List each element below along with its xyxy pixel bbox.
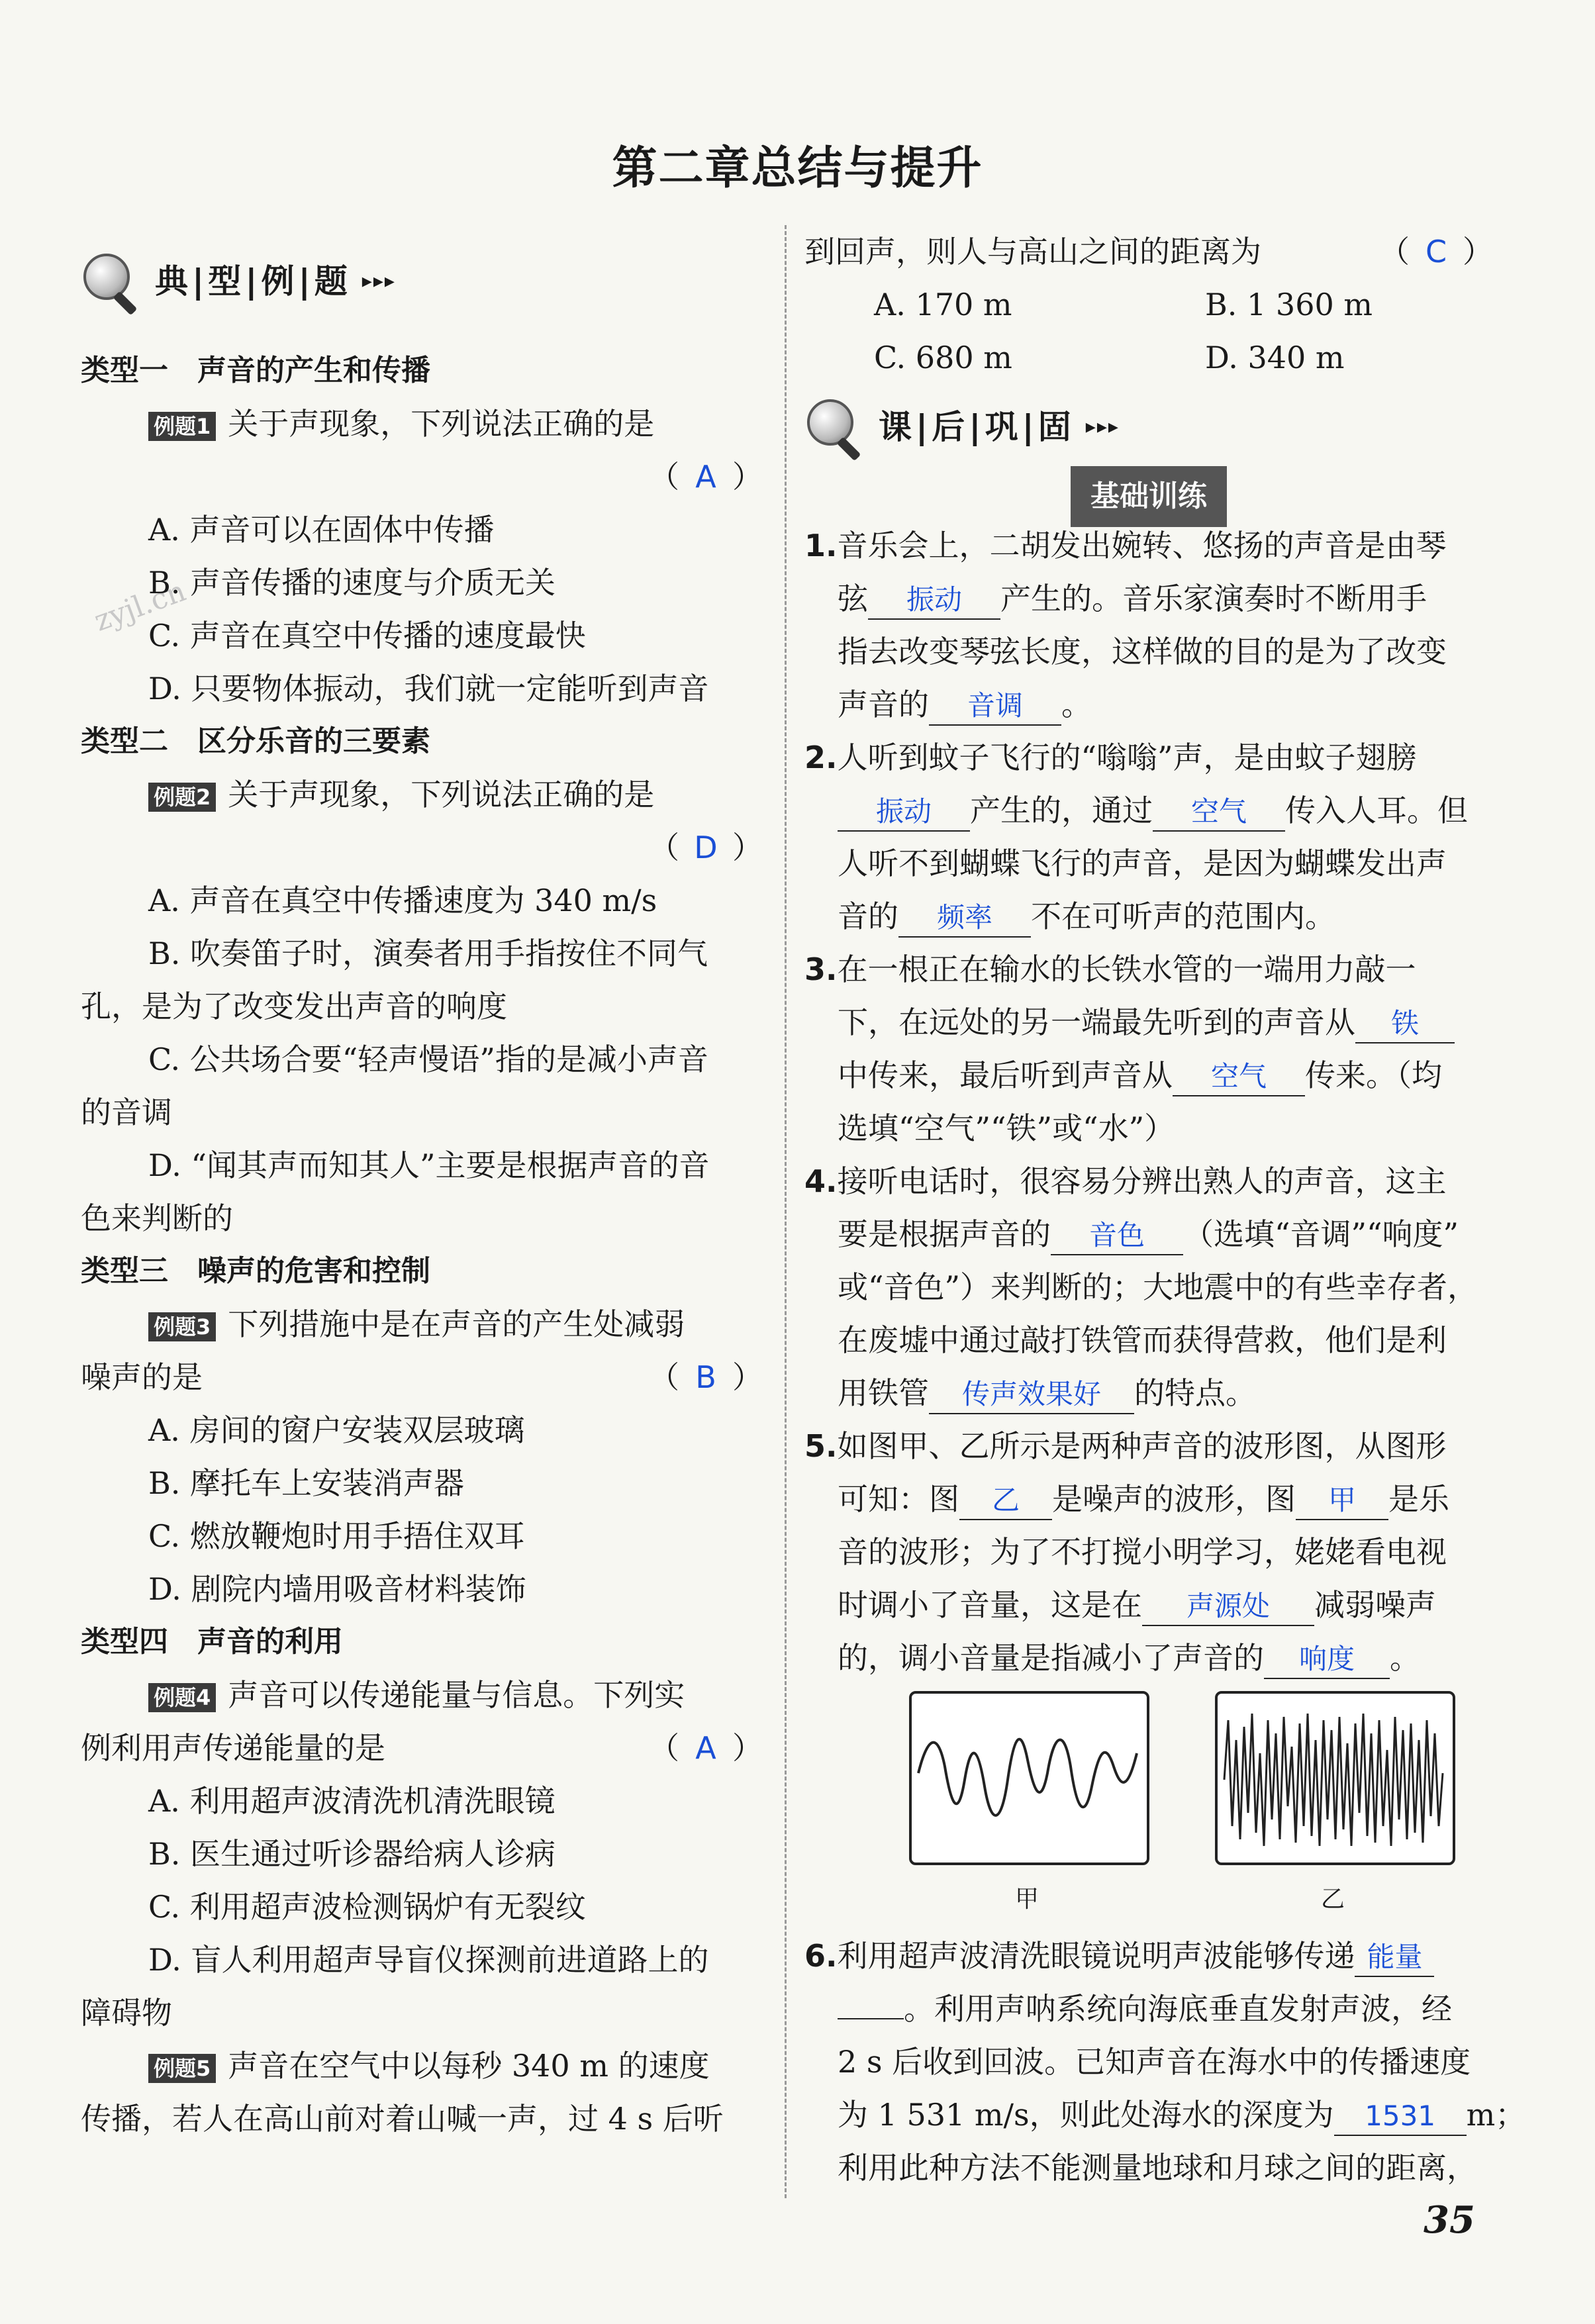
example-1-answer-line: [81, 450, 763, 503]
example-4-stem-cont: 例利用声传递能量的是 （ A ）: [81, 1721, 763, 1774]
option-d: D. “闻其声而知其人”主要是根据声音的音: [148, 1147, 710, 1183]
noise-waveform-box: [1215, 1691, 1455, 1865]
noise-waveform: [1218, 1694, 1453, 1863]
answer-blank: 铁: [1355, 1005, 1455, 1043]
type-heading-3: 类型三 噪声的危害和控制: [81, 1254, 430, 1288]
answer-blank: 振动: [838, 793, 970, 832]
answer-blank: 1531: [1334, 2098, 1467, 2136]
left-column: [81, 245, 763, 2145]
page-title: 第二章总结与提升: [612, 142, 983, 195]
example-5-options-row-2: [804, 331, 1493, 384]
answer-bracket: （ B ）: [649, 1351, 763, 1404]
section-header-examples: [81, 245, 763, 318]
example-3-stem: 例题3 下列措施中是在声音的产生处减弱: [81, 1298, 763, 1351]
example-3-stem-cont: 噪声的是 （ B ）: [81, 1351, 763, 1404]
option-b: B. 摩托车上安装消声器: [148, 1465, 465, 1501]
option-c: C. 燃放鞭炮时用手捂住双耳: [148, 1518, 525, 1554]
answer-blank: 响度: [1264, 1641, 1390, 1679]
question-3: 3.在一根正在输水的长铁水管的一端用力敲一: [804, 951, 1416, 987]
type-heading-1: 类型一 声音的产生和传播: [81, 354, 430, 387]
question-5: 5.如图甲、乙所示是两种声音的波形图，从图形: [804, 1428, 1447, 1464]
option-b: B. 吹奏笛子时，演奏者用手指按住不同气: [148, 936, 708, 971]
answer-bracket: （ D ）: [649, 821, 763, 874]
type-heading-2: 类型二 区分乐音的三要素: [81, 724, 430, 758]
option-a: A. 声音可以在固体中传播: [148, 512, 495, 548]
magnifier-icon: [804, 397, 865, 458]
option-a: A. 170 m: [874, 287, 1012, 322]
figure-caption-jia: 甲: [1015, 1886, 1039, 1913]
column-divider: [785, 225, 787, 2198]
example-4-stem: 例题4 声音可以传递能量与信息。下列实: [81, 1669, 763, 1721]
section-title: 课|后|巩|固: [879, 408, 1075, 446]
example-5-options-row-1: [804, 278, 1493, 331]
answer-blank: 甲: [1296, 1482, 1388, 1520]
section-title: 典|型|例|题: [155, 262, 352, 301]
example-5-continued: 到回声，则人与高山之间的距离为 （ C ）: [804, 225, 1493, 278]
musical-waveform: [912, 1694, 1147, 1863]
option-d: D. 盲人利用超声导盲仪探测前进道路上的: [148, 1942, 709, 1978]
arrows-icon: ▸▸▸: [1085, 415, 1120, 438]
option-a: A. 声音在真空中传播速度为 340 m/s: [148, 883, 657, 918]
right-column: 到回声，则人与高山之间的距离为 （ C ） A. 170 m B. 1 360 m C. 680 m D. 340 m 课|后|巩|固 ▸▸▸ 基础训练 1.音乐会上，二胡发出婉转、悠扬的声音是由琴 弦 振动 产生的。音乐家演奏时不断用手 指去改变琴弦长度，这样做的目的是为了改变 声音的 音调 。 2.人听到蚊子飞行的“嗡嗡”声，是由蚊子翅膀 振动 产生的，通过 空气 传入人耳。但 人听不到蝴蝶飞行的声音，是因为蝴蝶发出声 音的 频率 不在可听声的范围内。 3.在一根正在输水的长铁水管的一端用力敲一 下，在远处的另一端最先听到的声音从 铁 中传来，最后听到声音从 空气 传来。（均 选填“空气”“铁”或“水”） 4.接听电话时，很容易分辨出熟人的声音，这主 要是根据声音的 音色 （选填“音调”“响度” 或“音色”）来判断的；大地震中的有些幸存者， 在废墟中通过敲打铁管而获得营救，他们是利 用铁管 传声效果好 的特点。 5.如图甲、乙所示是两种声音的波形图，从图形 可知：图 乙 是噪声的波形，图 甲 是乐 音的波形；为了不打搅小明学习，姥姥看电视 时调小了音量，这是在 声源处 减弱噪声 的，调小音量是指减小了声音的 响度 。 甲 乙 6.利用超声波清洗眼镜说明声波能够传递 能量 。利用声呐系统向海底垂直发射声波，经 2 s 后收到回波。已知声音在海水中的传播速度 为 1 531 m/s，则此处海水的深度为 1531 m； 利用此种方法不能测量地球和月球之间的距离，: [804, 225, 1493, 2194]
question-4: 4.接听电话时，很容易分辨出熟人的声音，这主: [804, 1163, 1447, 1199]
option-a: A. 利用超声波清洗机清洗眼镜: [148, 1783, 556, 1819]
example-badge: 例题1: [148, 412, 216, 441]
option-c-cont: 的音调: [81, 1094, 172, 1130]
option-d: D. 只要物体振动，我们就一定能听到声音: [148, 671, 709, 706]
option-d: D. 340 m: [1205, 340, 1345, 375]
option-d-cont: 障碍物: [81, 1995, 172, 2031]
answer-blank: 传声效果好: [929, 1376, 1134, 1414]
example-badge: 例题5: [148, 2054, 216, 2083]
watermark: zyjl.cn: [89, 574, 191, 638]
answer-blank-continuation: [838, 2018, 904, 2019]
answer-blank: 频率: [898, 899, 1031, 938]
question-2: 2.人听到蚊子飞行的“嗡嗡”声，是由蚊子翅膀: [804, 740, 1417, 775]
option-c: C. 680 m: [874, 340, 1012, 375]
option-a: A. 房间的窗户安装双层玻璃: [148, 1412, 525, 1448]
answer-blank: 音色: [1051, 1217, 1183, 1255]
badge-row: [804, 463, 1493, 519]
option-c: C. 公共场合要“轻声慢语”指的是减小声音: [148, 1041, 708, 1077]
answer-blank: 乙: [959, 1482, 1052, 1520]
example-badge: 例题3: [148, 1312, 216, 1341]
section-header-practice: [804, 391, 1493, 463]
example-badge: 例题4: [148, 1683, 216, 1712]
type-heading-4: 类型四 声音的利用: [81, 1625, 343, 1659]
option-d: D. 剧院内墙用吸音材料装饰: [148, 1571, 526, 1607]
option-c: C. 声音在真空中传播的速度最快: [148, 618, 586, 654]
answer-blank: 能量: [1355, 1939, 1434, 1977]
waveform-figure: [804, 1684, 1493, 1929]
option-b: B. 1 360 m: [1205, 287, 1373, 322]
example-5-stem-cont: 传播，若人在高山前对着山喊一声，过 4 s 后听: [81, 2101, 724, 2137]
option-b: B. 医生通过听诊器给病人诊病: [148, 1836, 556, 1872]
answer: D: [694, 830, 718, 865]
basic-training-badge: 基础训练: [1071, 466, 1227, 527]
answer: A: [695, 1730, 716, 1766]
example-1-stem: 例题1 关于声现象，下列说法正确的是: [81, 397, 763, 450]
question-6: 6.利用超声波清洗眼镜说明声波能够传递 能量: [804, 1929, 1493, 1982]
option-c: C. 利用超声波检测锅炉有无裂纹: [148, 1889, 586, 1925]
answer-bracket: （ A ）: [649, 1721, 763, 1774]
arrows-icon: ▸▸▸: [362, 269, 396, 293]
example-badge: 例题2: [148, 783, 216, 812]
answer-blank: 空气: [1153, 793, 1285, 832]
answer-blank: 振动: [868, 581, 1000, 620]
question-1: 1.音乐会上，二胡发出婉转、悠扬的声音是由琴: [804, 528, 1447, 563]
magnifier-icon: [81, 251, 142, 312]
figure-caption-yi: 乙: [1321, 1886, 1345, 1913]
option-b: B. 声音传播的速度与介质无关: [148, 565, 556, 601]
page-number: 35: [1424, 2198, 1475, 2242]
answer-bracket: （ C ）: [1379, 225, 1493, 278]
example-2-answer-line: [81, 821, 763, 874]
answer: C: [1425, 234, 1447, 269]
answer-blank: 空气: [1173, 1058, 1305, 1096]
answer-blank: 声源处: [1142, 1588, 1314, 1626]
musical-waveform-box: [909, 1691, 1149, 1865]
answer: B: [695, 1359, 716, 1395]
example-5-stem: 例题5 声音在空气中以每秒 340 m 的速度: [81, 2039, 763, 2092]
answer-bracket: （ A ）: [649, 450, 763, 503]
example-2-stem: 例题2 关于声现象，下列说法正确的是: [81, 768, 763, 821]
answer: A: [695, 459, 716, 495]
option-b-cont: 孔，是为了改变发出声音的响度: [81, 989, 507, 1024]
option-d-cont: 色来判断的: [81, 1200, 233, 1236]
answer-blank: 音调: [929, 687, 1061, 726]
